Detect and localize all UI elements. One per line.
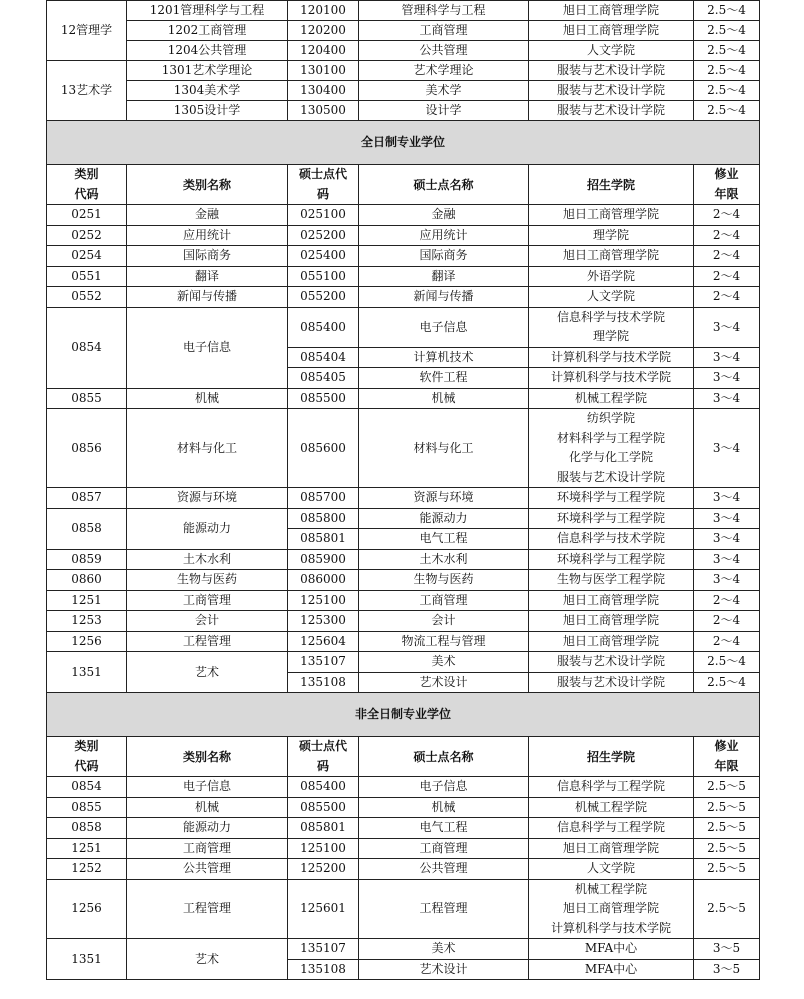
category-name-cell: 土木水利 (127, 549, 288, 570)
table-row (47, 266, 760, 287)
point-code-cell: 130400 (288, 81, 359, 101)
years-cell: 2～4 (694, 631, 760, 652)
point-code-cell: 135108 (288, 959, 359, 980)
school-cell (529, 225, 694, 246)
years-cell: 2～4 (694, 225, 760, 246)
school-cell (529, 672, 694, 693)
point-code-cell: 085801 (288, 529, 359, 550)
point-name-cell: 工商管理 (359, 838, 529, 859)
school-line: 环境科学与工程学院 (556, 490, 665, 504)
school-cell (529, 631, 694, 652)
category-code-cell: 0552 (47, 287, 127, 308)
school-cell (529, 388, 694, 409)
school-line: 计算机科学与技术学院 (550, 349, 671, 364)
category-name-cell: 工程管理 (127, 631, 288, 652)
header-line: 年限 (714, 758, 739, 773)
point-code-cell: 135107 (288, 939, 359, 960)
category-code-cell: 0854 (47, 777, 127, 798)
point-code-cell: 085400 (288, 777, 359, 798)
category-code-cell: 1256 (47, 631, 127, 652)
years-cell: 2.5～5 (694, 797, 760, 818)
category-name-cell: 工程管理 (127, 879, 288, 939)
point-name-cell: 应用统计 (359, 225, 529, 246)
point-name-cell: 电气工程 (359, 818, 529, 839)
header-years (694, 737, 760, 777)
point-name-cell: 设计学 (359, 101, 529, 121)
header-line: 码 (316, 758, 329, 773)
header-line: 修业 (714, 167, 739, 181)
point-name-cell: 工程管理 (359, 879, 529, 939)
section-title: 非全日制专业学位 (47, 693, 760, 737)
school-cell (529, 347, 694, 368)
point-code-cell: 025100 (288, 205, 359, 226)
school-line: 理学院 (592, 329, 629, 343)
discipline-name-cell: 1305设计学 (127, 101, 288, 121)
table-row (47, 939, 760, 960)
school-line: 理学院 (592, 227, 629, 242)
years-cell: 2.5～4 (694, 652, 760, 673)
category-code-cell: 0856 (47, 409, 127, 488)
years-cell: 2.5～4 (694, 1, 760, 21)
category-code-cell: 0860 (47, 570, 127, 591)
point-code-cell: 125300 (288, 611, 359, 632)
years-cell: 3～5 (694, 959, 760, 980)
point-code-cell: 085600 (288, 409, 359, 488)
point-name-cell: 计算机技术 (359, 347, 529, 368)
point-code-cell: 085405 (288, 368, 359, 389)
header-point-name: 硕士点名称 (359, 737, 529, 777)
point-name-cell: 电气工程 (359, 529, 529, 550)
point-code-cell: 120400 (288, 41, 359, 61)
category-code-cell: 1251 (47, 590, 127, 611)
category-name-cell: 机械 (127, 797, 288, 818)
header-line: 代码 (74, 758, 99, 773)
school-cell (529, 549, 694, 570)
school-line: 旭日工商管理学院 (562, 633, 659, 648)
table-row (47, 205, 760, 226)
point-name-cell: 能源动力 (359, 508, 529, 529)
category-code-cell: 0251 (47, 205, 127, 226)
table-row (47, 590, 760, 611)
school-cell: 旭日工商管理学院 (529, 1, 694, 21)
category-cell: 12管理学 (47, 1, 127, 61)
point-code-cell: 086000 (288, 570, 359, 591)
category-name-cell: 翻译 (127, 266, 288, 287)
category-code-cell: 0855 (47, 797, 127, 818)
school-line: 机械工程学院 (574, 390, 647, 405)
point-name-cell: 生物与医药 (359, 570, 529, 591)
category-code-cell: 0855 (47, 388, 127, 409)
category-code-cell: 0858 (47, 508, 127, 549)
table-row (47, 307, 760, 347)
category-name-cell: 艺术 (127, 939, 288, 980)
header-row (47, 165, 760, 205)
point-name-cell: 资源与环境 (359, 488, 529, 509)
table-row (47, 570, 760, 591)
header-cat-name: 类别名称 (127, 737, 288, 777)
header-row (47, 737, 760, 777)
school-cell (529, 529, 694, 550)
table-row (47, 631, 760, 652)
category-name-cell: 新闻与传播 (127, 287, 288, 308)
point-name-cell: 新闻与传播 (359, 287, 529, 308)
discipline-name-cell: 1301艺术学理论 (127, 61, 288, 81)
point-code-cell: 120200 (288, 21, 359, 41)
school-line: 信息科学与技术学院 (556, 309, 665, 324)
school-line: 人文学院 (586, 289, 635, 303)
category-code-cell: 1351 (47, 652, 127, 693)
point-code-cell: 085700 (288, 488, 359, 509)
school-line: 外语学院 (586, 268, 635, 283)
category-cell: 13艺术学 (47, 61, 127, 121)
school-line: 服装与艺术设计学院 (556, 654, 665, 668)
years-cell: 2.5～4 (694, 672, 760, 693)
school-cell (529, 508, 694, 529)
school-line: 材料科学与工程学院 (556, 430, 665, 445)
point-code-cell: 085500 (288, 388, 359, 409)
category-name-cell: 资源与环境 (127, 488, 288, 509)
school-line: 生物与医学工程学院 (556, 572, 665, 586)
table-row (47, 508, 760, 529)
years-cell: 2.5～5 (694, 838, 760, 859)
table-row (47, 225, 760, 246)
school-line: 计算机科学与技术学院 (550, 920, 671, 935)
point-code-cell: 025400 (288, 246, 359, 267)
school-line: 旭日工商管理学院 (562, 840, 659, 855)
category-name-cell: 生物与医药 (127, 570, 288, 591)
years-cell: 3～4 (694, 388, 760, 409)
point-code-cell: 130500 (288, 101, 359, 121)
point-name-cell: 艺术设计 (359, 672, 529, 693)
header-point-code (288, 165, 359, 205)
point-code-cell: 125200 (288, 859, 359, 880)
table-row (47, 777, 760, 798)
point-name-cell: 软件工程 (359, 368, 529, 389)
point-name-cell: 工商管理 (359, 590, 529, 611)
category-code-cell: 0551 (47, 266, 127, 287)
school-cell (529, 287, 694, 308)
school-cell (529, 246, 694, 267)
category-name-cell: 机械 (127, 388, 288, 409)
school-cell (529, 307, 694, 347)
school-line: 环境科学与工程学院 (556, 510, 665, 525)
school-line: 旭日工商管理学院 (562, 613, 659, 627)
table-row (47, 797, 760, 818)
school-line: 化学与化工学院 (568, 450, 653, 464)
school-cell (529, 409, 694, 488)
point-code-cell: 085801 (288, 818, 359, 839)
category-name-cell: 艺术 (127, 652, 288, 693)
header-line: 硕士点代 (298, 739, 347, 753)
header-years (694, 165, 760, 205)
school-line: 服装与艺术设计学院 (556, 674, 665, 689)
years-cell: 2～4 (694, 611, 760, 632)
years-cell: 2.5～4 (694, 41, 760, 61)
table-body (47, 1, 760, 980)
school-cell: 服装与艺术设计学院 (529, 81, 694, 101)
header-line: 码 (316, 186, 329, 201)
point-code-cell: 085900 (288, 549, 359, 570)
point-code-cell: 125601 (288, 879, 359, 939)
years-cell: 2.5～4 (694, 21, 760, 41)
header-line: 硕士点代 (298, 167, 347, 181)
school-cell (529, 205, 694, 226)
point-name-cell: 艺术学理论 (359, 61, 529, 81)
discipline-name-cell: 1201管理科学与工程 (127, 1, 288, 21)
school-cell (529, 859, 694, 880)
years-cell: 3～4 (694, 307, 760, 347)
point-code-cell: 120100 (288, 1, 359, 21)
header-line: 年限 (714, 186, 739, 201)
table-row (47, 611, 760, 632)
category-code-cell: 0859 (47, 549, 127, 570)
category-name-cell: 电子信息 (127, 307, 288, 388)
school-cell (529, 838, 694, 859)
point-code-cell: 055100 (288, 266, 359, 287)
years-cell: 3～4 (694, 409, 760, 488)
point-name-cell: 美术 (359, 652, 529, 673)
school-line: 信息科学与工程学院 (556, 779, 665, 793)
header-school: 招生学院 (529, 165, 694, 205)
category-code-cell: 0254 (47, 246, 127, 267)
years-cell: 3～4 (694, 347, 760, 368)
years-cell: 2～4 (694, 287, 760, 308)
table-row (47, 1, 760, 21)
point-code-cell: 085800 (288, 508, 359, 529)
table-row (47, 21, 760, 41)
section-title: 全日制专业学位 (47, 121, 760, 165)
school-line: 纺织学院 (586, 411, 635, 425)
years-cell: 2.5～5 (694, 859, 760, 880)
years-cell: 3～4 (694, 508, 760, 529)
point-name-cell: 电子信息 (359, 777, 529, 798)
header-cat-name: 类别名称 (127, 165, 288, 205)
years-cell: 2～4 (694, 266, 760, 287)
category-code-cell: 0252 (47, 225, 127, 246)
category-name-cell: 国际商务 (127, 246, 288, 267)
school-cell (529, 652, 694, 673)
category-code-cell: 1351 (47, 939, 127, 980)
point-name-cell: 电子信息 (359, 307, 529, 347)
category-code-cell: 1256 (47, 879, 127, 939)
table-row (47, 81, 760, 101)
point-name-cell: 材料与化工 (359, 409, 529, 488)
table-row (47, 652, 760, 673)
school-cell (529, 488, 694, 509)
point-code-cell: 135107 (288, 652, 359, 673)
school-cell (529, 777, 694, 798)
years-cell: 2～4 (694, 205, 760, 226)
section-title-row (47, 693, 760, 737)
point-name-cell: 美术 (359, 939, 529, 960)
header-point-code (288, 737, 359, 777)
point-name-cell: 工商管理 (359, 21, 529, 41)
category-name-cell: 公共管理 (127, 859, 288, 880)
school-line: 旭日工商管理学院 (562, 207, 659, 221)
category-code-cell: 1253 (47, 611, 127, 632)
point-name-cell: 公共管理 (359, 41, 529, 61)
discipline-name-cell: 1304美术学 (127, 81, 288, 101)
table-row (47, 488, 760, 509)
category-code-cell: 0857 (47, 488, 127, 509)
school-cell: 人文学院 (529, 41, 694, 61)
years-cell: 3～4 (694, 529, 760, 550)
point-code-cell: 085400 (288, 307, 359, 347)
years-cell: 2～4 (694, 246, 760, 267)
point-name-cell: 金融 (359, 205, 529, 226)
point-name-cell: 国际商务 (359, 246, 529, 267)
discipline-name-cell: 1204公共管理 (127, 41, 288, 61)
table-row (47, 859, 760, 880)
point-name-cell: 土木水利 (359, 549, 529, 570)
category-code-cell: 1252 (47, 859, 127, 880)
point-code-cell: 125100 (288, 590, 359, 611)
table-row (47, 549, 760, 570)
years-cell: 2.5～5 (694, 818, 760, 839)
header-cat-code (47, 165, 127, 205)
school-line: 旭日工商管理学院 (562, 592, 659, 607)
category-name-cell: 工商管理 (127, 590, 288, 611)
school-cell (529, 797, 694, 818)
years-cell: 3～5 (694, 939, 760, 960)
school-line: 机械工程学院 (574, 881, 647, 896)
header-cat-code (47, 737, 127, 777)
header-point-name: 硕士点名称 (359, 165, 529, 205)
school-line: 机械工程学院 (574, 799, 647, 814)
category-code-cell: 0854 (47, 307, 127, 388)
school-line: 计算机科学与技术学院 (550, 370, 671, 384)
years-cell: 3～4 (694, 488, 760, 509)
school-line: 旭日工商管理学院 (562, 248, 659, 262)
years-cell: 2.5～4 (694, 101, 760, 121)
point-name-cell: 物流工程与管理 (359, 631, 529, 652)
point-code-cell: 125100 (288, 838, 359, 859)
school-line: MFA中心 (584, 941, 638, 955)
school-cell: 服装与艺术设计学院 (529, 101, 694, 121)
point-name-cell: 公共管理 (359, 859, 529, 880)
table-row (47, 818, 760, 839)
school-cell (529, 939, 694, 960)
point-code-cell: 125604 (288, 631, 359, 652)
point-code-cell: 025200 (288, 225, 359, 246)
school-line: 人文学院 (586, 861, 635, 875)
years-cell: 3～4 (694, 368, 760, 389)
point-code-cell: 085404 (288, 347, 359, 368)
years-cell: 2.5～4 (694, 81, 760, 101)
school-line: 服装与艺术设计学院 (556, 469, 665, 484)
table-row (47, 409, 760, 488)
school-cell (529, 818, 694, 839)
header-school: 招生学院 (529, 737, 694, 777)
header-line: 类别 (74, 739, 99, 753)
category-name-cell: 会计 (127, 611, 288, 632)
point-name-cell: 机械 (359, 388, 529, 409)
table-row (47, 246, 760, 267)
point-code-cell: 130100 (288, 61, 359, 81)
header-line: 类别 (74, 167, 99, 181)
table-row (47, 61, 760, 81)
category-name-cell: 金融 (127, 205, 288, 226)
school-line: 旭日工商管理学院 (562, 901, 659, 915)
point-code-cell: 135108 (288, 672, 359, 693)
header-line: 代码 (74, 186, 99, 201)
school-line: 信息科学与技术学院 (556, 531, 665, 545)
point-name-cell: 美术学 (359, 81, 529, 101)
category-name-cell: 能源动力 (127, 508, 288, 549)
table-row (47, 41, 760, 61)
discipline-name-cell: 1202工商管理 (127, 21, 288, 41)
school-line: 环境科学与工程学院 (556, 551, 665, 566)
point-name-cell: 会计 (359, 611, 529, 632)
table-row (47, 879, 760, 939)
category-name-cell: 材料与化工 (127, 409, 288, 488)
school-cell (529, 266, 694, 287)
years-cell: 3～4 (694, 549, 760, 570)
years-cell: 2～4 (694, 590, 760, 611)
table-row (47, 838, 760, 859)
school-line: 信息科学与工程学院 (556, 820, 665, 834)
point-code-cell: 085500 (288, 797, 359, 818)
header-line: 修业 (714, 739, 739, 753)
school-cell (529, 590, 694, 611)
point-name-cell: 艺术设计 (359, 959, 529, 980)
table-row (47, 287, 760, 308)
school-cell: 服装与艺术设计学院 (529, 61, 694, 81)
school-cell (529, 611, 694, 632)
category-code-cell: 1251 (47, 838, 127, 859)
point-name-cell: 翻译 (359, 266, 529, 287)
category-name-cell: 电子信息 (127, 777, 288, 798)
school-cell (529, 879, 694, 939)
school-line: MFA中心 (584, 961, 638, 976)
category-name-cell: 工商管理 (127, 838, 288, 859)
years-cell: 2.5～5 (694, 777, 760, 798)
school-cell (529, 570, 694, 591)
category-name-cell: 应用统计 (127, 225, 288, 246)
category-name-cell: 能源动力 (127, 818, 288, 839)
category-code-cell: 0858 (47, 818, 127, 839)
table-row (47, 388, 760, 409)
point-name-cell: 机械 (359, 797, 529, 818)
school-cell (529, 368, 694, 389)
school-cell: 旭日工商管理学院 (529, 21, 694, 41)
table-row (47, 101, 760, 121)
school-cell (529, 959, 694, 980)
degree-program-table (46, 0, 760, 980)
years-cell: 3～4 (694, 570, 760, 591)
section-title-row (47, 121, 760, 165)
point-name-cell: 管理科学与工程 (359, 1, 529, 21)
years-cell: 2.5～4 (694, 61, 760, 81)
years-cell: 2.5～5 (694, 879, 760, 939)
point-code-cell: 055200 (288, 287, 359, 308)
